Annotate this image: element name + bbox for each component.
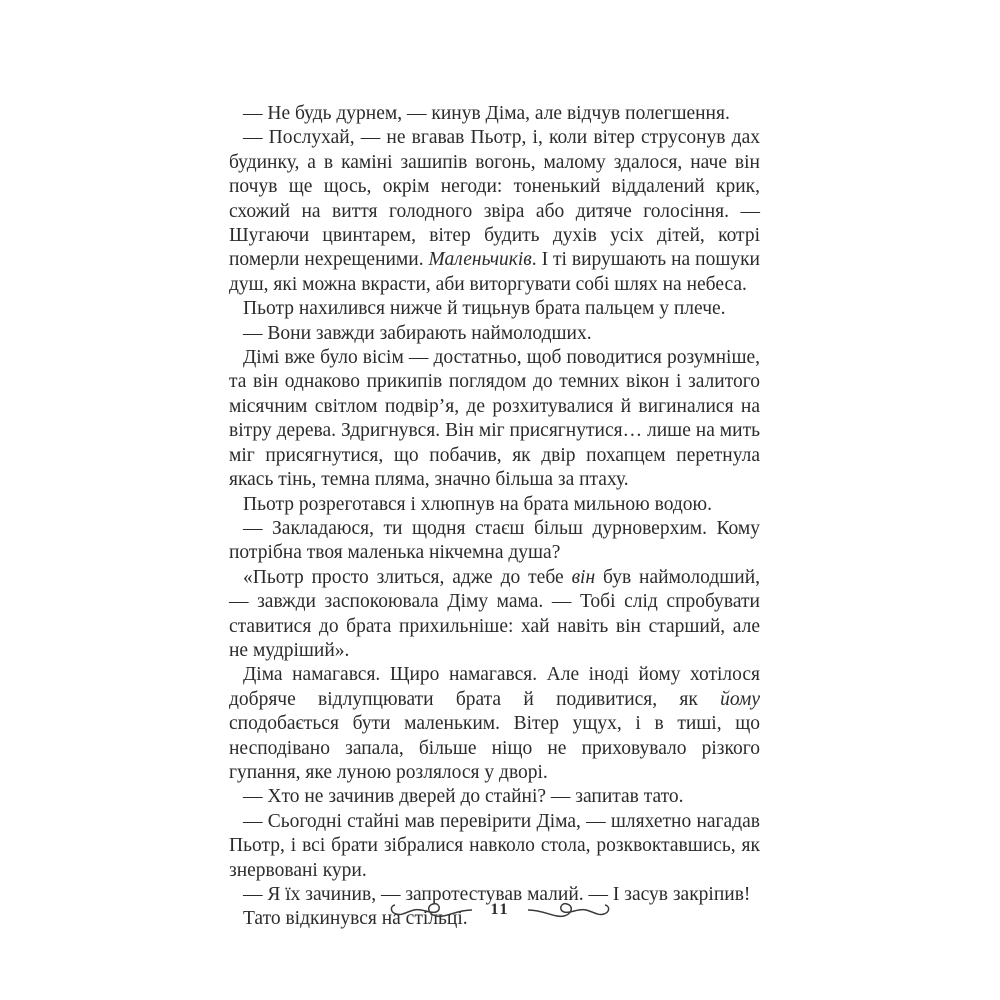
text-segment: — Не будь дурнем, — кинув Діма, але відчув полегшення.: [243, 103, 730, 124]
italic-text: він: [571, 566, 596, 588]
text-segment: Дімі вже було вісім — достатньо, щоб поводитися розумніше, та він однаково прикипів поглядом до темних вікон і залитого місячним світлом подвір’я, де розхитувалися й вигиналися на вітру дерева. Здригнувся. Він міг присягнутися… лише на мить міг присягнутися, що побачив, як двір похапцем перетнула якась тінь, темна пляма, значно більша за птаху.: [229, 347, 760, 491]
paragraph: [229, 785, 760, 809]
text-segment: — Вони завжди забирають наймолодших.: [243, 322, 592, 344]
page-number: 11: [490, 901, 510, 918]
paragraph: [229, 346, 760, 492]
paragraph: [229, 297, 760, 321]
text-segment: Пьотр нахилився нижче й тицьнув брата пальцем у плече.: [243, 298, 726, 320]
text-segment: «Пьотр просто злиться, адже до тебе: [243, 566, 572, 588]
paragraph: [229, 517, 760, 566]
text-segment: — Хто не зачинив дверей до стайні? — запитав тато.: [243, 786, 684, 808]
right-flourish-icon: [524, 898, 614, 922]
paragraph: [229, 126, 760, 297]
italic-text: йому: [720, 688, 760, 710]
text-segment: був наймолодший, — завжди заспокоювала Діму мама. — Тобі слід спробувати ставитися до брата прихильніше: хай навіть він старший, але не мудріший».: [229, 566, 760, 661]
text-segment: Діма намагався. Щиро намагався. Але іноді йому хотілося добряче відлупцювати брата й подивитися, як: [229, 664, 760, 710]
paragraph: [229, 322, 760, 346]
page-footer: [0, 895, 1000, 925]
paragraph: [229, 493, 760, 517]
body-text: [229, 102, 760, 932]
text-segment: — Сьогодні стайні мав перевірити Діма, — шляхетно нагадав Пьотр, і всі брати зібралися навколо стола, розквоктавшись, як знервовані кури.: [229, 810, 760, 881]
paragraph: [229, 663, 760, 785]
text-segment: — Я їх зачинив, — запротестував малий. — І засув закріпив!: [243, 884, 751, 905]
text-segment: Пьотр розреготався і хлюпнув на брата мильною водою.: [243, 493, 712, 515]
paragraph: [229, 566, 760, 664]
text-segment: . І ті вирушають на пошуки душ, які можна вкрасти, аби виторгувати собі шлях на небеса.: [229, 249, 760, 295]
text-segment: — Закладаюся, ти щодня стаєш більш дурноверхим. Кому потрібна твоя маленька нікчемна душа?: [229, 517, 760, 564]
left-flourish-icon: [386, 898, 476, 922]
text-segment: сподобається бути маленьким. Вітер ущух, і в тиші, що несподівано запала, більше ніщо не приховувало різкого гупання, яке луною розлялося у дворі.: [229, 713, 760, 783]
text-segment: — Послухай, — не вгавав Пьотр, і, коли вітер струсонув дах будинку, а в каміні зашипів вогонь, малому здалося, наче він почув ще щось, окрім негоди: тоненький віддалений крик, схожий на виття голодного звіра або дитяче голосіння. — Шугаючи цвинтарем, вітер будить духів усіх дітей, котрі померли нехрещеними.: [229, 127, 760, 271]
paragraph: [229, 102, 760, 126]
paragraph: [229, 810, 760, 883]
italic-text: Маленьчиків: [428, 249, 532, 271]
text-segment: Тато відкинувся на стільці.: [243, 908, 468, 930]
